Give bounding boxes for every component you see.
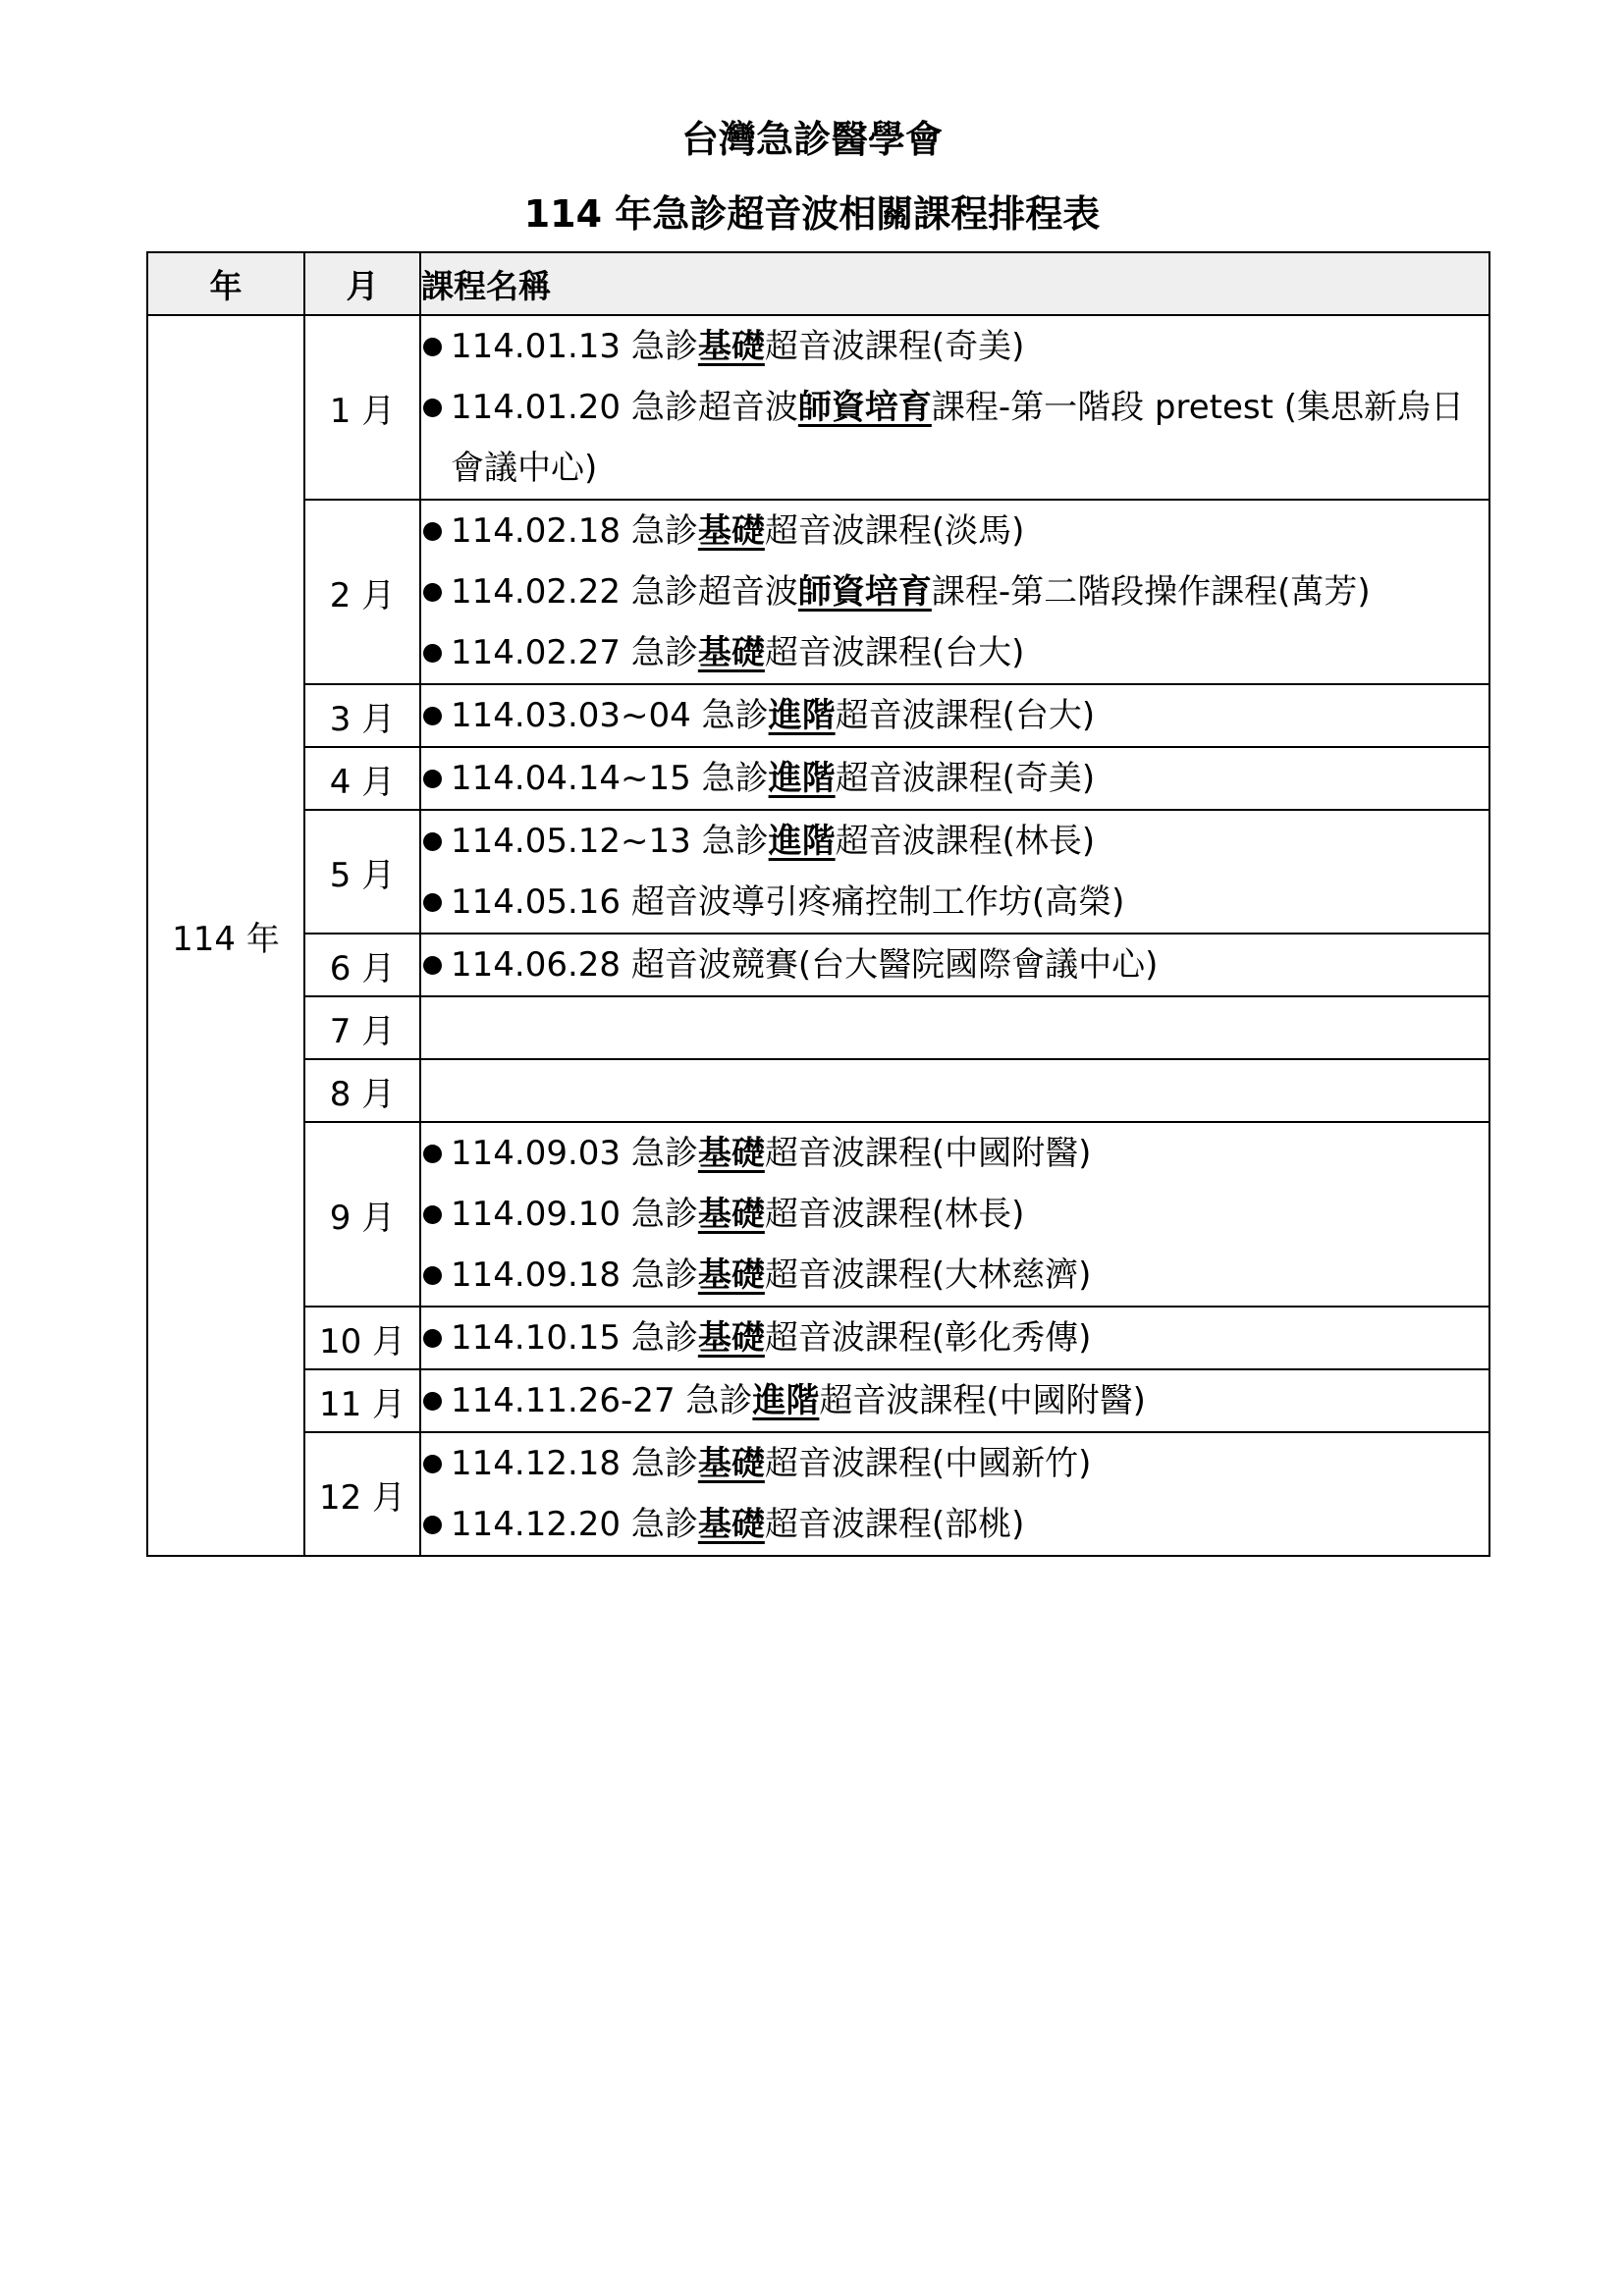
list-item bbox=[421, 934, 1489, 995]
bullet-icon bbox=[423, 770, 442, 788]
course-level-emphasis: 進階 bbox=[768, 696, 836, 735]
course-cell bbox=[420, 1307, 1489, 1369]
course-text-tail: 超音波課程(奇美) bbox=[835, 759, 1096, 798]
month-cell: 7 月 bbox=[304, 996, 420, 1059]
course-level-emphasis: 師資培育 bbox=[797, 572, 932, 612]
course-text: 114.09.10 急診 bbox=[451, 1195, 698, 1234]
course-text-tail: 超音波課程(大林慈濟) bbox=[764, 1255, 1092, 1295]
course-cell bbox=[420, 500, 1489, 684]
course-text-tail: 超音波課程(淡馬) bbox=[764, 511, 1025, 551]
list-item bbox=[421, 316, 1489, 377]
course-level-emphasis: 基礎 bbox=[697, 633, 765, 672]
list-item bbox=[421, 685, 1489, 746]
table-row bbox=[147, 996, 1489, 1059]
course-text: 114.05.12~13 急診 bbox=[451, 822, 769, 861]
course-text-tail: 超音波課程(林長) bbox=[835, 822, 1096, 861]
bullet-icon bbox=[423, 832, 442, 851]
course-list bbox=[421, 316, 1489, 499]
table-row bbox=[147, 1122, 1489, 1307]
course-cell bbox=[420, 810, 1489, 934]
month-cell: 10 月 bbox=[304, 1307, 420, 1369]
schedule-body bbox=[147, 315, 1489, 1556]
list-item bbox=[421, 1123, 1489, 1184]
course-text-tail: 超音波課程(台大) bbox=[764, 633, 1025, 672]
course-text-tail: 超音波課程(台大) bbox=[835, 696, 1096, 735]
course-text-tail: 課程-第一階段 pretest (集思新烏日會議中心) bbox=[451, 388, 1465, 488]
course-list bbox=[421, 685, 1489, 746]
course-list bbox=[421, 501, 1489, 683]
list-item bbox=[421, 748, 1489, 809]
year-cell: 114 年 bbox=[147, 315, 304, 1556]
course-level-emphasis: 基礎 bbox=[697, 511, 765, 551]
course-schedule-table bbox=[146, 251, 1490, 1557]
table-row bbox=[147, 1059, 1489, 1122]
course-text: 114.09.18 急診 bbox=[451, 1255, 698, 1295]
table-row bbox=[147, 1432, 1489, 1556]
course-text-tail: 超音波課程(中國新竹) bbox=[764, 1444, 1092, 1483]
course-cell bbox=[420, 1432, 1489, 1556]
bullet-icon bbox=[423, 893, 442, 912]
bullet-icon bbox=[423, 1266, 442, 1285]
course-text: 114.12.20 急診 bbox=[451, 1505, 698, 1544]
course-text: 114.12.18 急診 bbox=[451, 1444, 698, 1483]
month-cell: 6 月 bbox=[304, 934, 420, 996]
header-course-name: 課程名稱 bbox=[420, 252, 1489, 315]
table-row bbox=[147, 684, 1489, 747]
table-row bbox=[147, 934, 1489, 996]
table-row bbox=[147, 747, 1489, 810]
course-cell bbox=[420, 996, 1489, 1059]
course-level-emphasis: 師資培育 bbox=[797, 388, 932, 427]
list-item bbox=[421, 1245, 1489, 1306]
bullet-icon bbox=[423, 707, 442, 725]
table-row bbox=[147, 1369, 1489, 1432]
course-text: 114.03.03~04 急診 bbox=[451, 696, 769, 735]
course-level-emphasis: 基礎 bbox=[697, 1195, 765, 1234]
list-item bbox=[421, 561, 1489, 622]
course-list bbox=[421, 748, 1489, 809]
course-level-emphasis: 進階 bbox=[768, 822, 836, 861]
course-text: 114.09.03 急診 bbox=[451, 1134, 698, 1173]
header-year: 年 bbox=[147, 252, 304, 315]
course-level-emphasis: 基礎 bbox=[697, 1134, 765, 1173]
list-item bbox=[421, 1370, 1489, 1431]
course-list bbox=[421, 811, 1489, 933]
table-row bbox=[147, 1307, 1489, 1369]
month-cell: 12 月 bbox=[304, 1432, 420, 1556]
bullet-icon bbox=[423, 1205, 442, 1224]
table-row bbox=[147, 500, 1489, 684]
course-text-tail: 超音波課程(彰化秀傳) bbox=[764, 1318, 1092, 1358]
list-item bbox=[421, 622, 1489, 683]
course-text-tail: 超音波課程(中國附醫) bbox=[819, 1381, 1146, 1420]
bullet-icon bbox=[423, 522, 442, 541]
month-cell: 5 月 bbox=[304, 810, 420, 934]
course-text-tail: 課程-第二階段操作課程(萬芳) bbox=[931, 572, 1371, 612]
course-list bbox=[421, 1123, 1489, 1306]
table-header-row bbox=[147, 252, 1489, 315]
month-cell: 11 月 bbox=[304, 1369, 420, 1432]
list-item bbox=[421, 811, 1489, 872]
course-level-emphasis: 進階 bbox=[752, 1381, 820, 1420]
list-item bbox=[421, 377, 1489, 499]
course-list bbox=[421, 1433, 1489, 1555]
course-text: 114.04.14~15 急診 bbox=[451, 759, 769, 798]
course-text: 114.02.18 急診 bbox=[451, 511, 698, 551]
table-row bbox=[147, 315, 1489, 500]
course-text: 114.01.20 急診超音波 bbox=[451, 388, 798, 427]
bullet-icon bbox=[423, 644, 442, 663]
course-level-emphasis: 基礎 bbox=[697, 1444, 765, 1483]
course-cell bbox=[420, 1369, 1489, 1432]
course-text: 114.05.16 超音波導引疼痛控制工作坊(高榮) bbox=[451, 882, 1125, 922]
course-text: 114.02.22 急診超音波 bbox=[451, 572, 798, 612]
month-cell: 4 月 bbox=[304, 747, 420, 810]
bullet-icon bbox=[423, 399, 442, 417]
course-text-tail: 超音波課程(林長) bbox=[764, 1195, 1025, 1234]
course-level-emphasis: 基礎 bbox=[697, 1505, 765, 1544]
course-cell bbox=[420, 315, 1489, 500]
course-text: 114.11.26-27 急診 bbox=[451, 1381, 753, 1420]
course-cell bbox=[420, 1059, 1489, 1122]
header-month: 月 bbox=[304, 252, 420, 315]
course-text: 114.06.28 超音波競賽(台大醫院國際會議中心) bbox=[451, 945, 1159, 985]
course-list bbox=[421, 1370, 1489, 1431]
bullet-icon bbox=[423, 1145, 442, 1163]
bullet-icon bbox=[423, 583, 442, 602]
month-cell: 3 月 bbox=[304, 684, 420, 747]
bullet-icon bbox=[423, 338, 442, 356]
bullet-icon bbox=[423, 1329, 442, 1348]
course-level-emphasis: 基礎 bbox=[697, 1318, 765, 1358]
course-list bbox=[421, 1308, 1489, 1368]
course-text: 114.01.13 急診 bbox=[451, 327, 698, 366]
schedule-table-title: 114 年急診超音波相關課程排程表 bbox=[523, 192, 1101, 236]
course-cell bbox=[420, 1122, 1489, 1307]
course-text-tail: 超音波課程(部桃) bbox=[764, 1505, 1025, 1544]
course-level-emphasis: 基礎 bbox=[697, 1255, 765, 1295]
list-item bbox=[421, 1494, 1489, 1555]
course-text-tail: 超音波課程(中國附醫) bbox=[764, 1134, 1092, 1173]
month-cell: 2 月 bbox=[304, 500, 420, 684]
bullet-icon bbox=[423, 1516, 442, 1534]
course-text: 114.10.15 急診 bbox=[451, 1318, 698, 1358]
bullet-icon bbox=[423, 1455, 442, 1473]
course-cell bbox=[420, 684, 1489, 747]
month-cell: 8 月 bbox=[304, 1059, 420, 1122]
month-cell: 9 月 bbox=[304, 1122, 420, 1307]
course-cell bbox=[420, 747, 1489, 810]
list-item bbox=[421, 1308, 1489, 1368]
course-level-emphasis: 基礎 bbox=[697, 327, 765, 366]
list-item bbox=[421, 872, 1489, 933]
list-item bbox=[421, 1433, 1489, 1494]
list-item bbox=[421, 501, 1489, 561]
course-cell bbox=[420, 934, 1489, 996]
course-text-tail: 超音波課程(奇美) bbox=[764, 327, 1025, 366]
bullet-icon bbox=[423, 956, 442, 975]
bullet-icon bbox=[423, 1392, 442, 1411]
course-level-emphasis: 進階 bbox=[768, 759, 836, 798]
course-list bbox=[421, 934, 1489, 995]
list-item bbox=[421, 1184, 1489, 1245]
course-text: 114.02.27 急診 bbox=[451, 633, 698, 672]
table-row bbox=[147, 810, 1489, 934]
organization-title: 台灣急診醫學會 bbox=[680, 118, 943, 161]
month-cell: 1 月 bbox=[304, 315, 420, 500]
